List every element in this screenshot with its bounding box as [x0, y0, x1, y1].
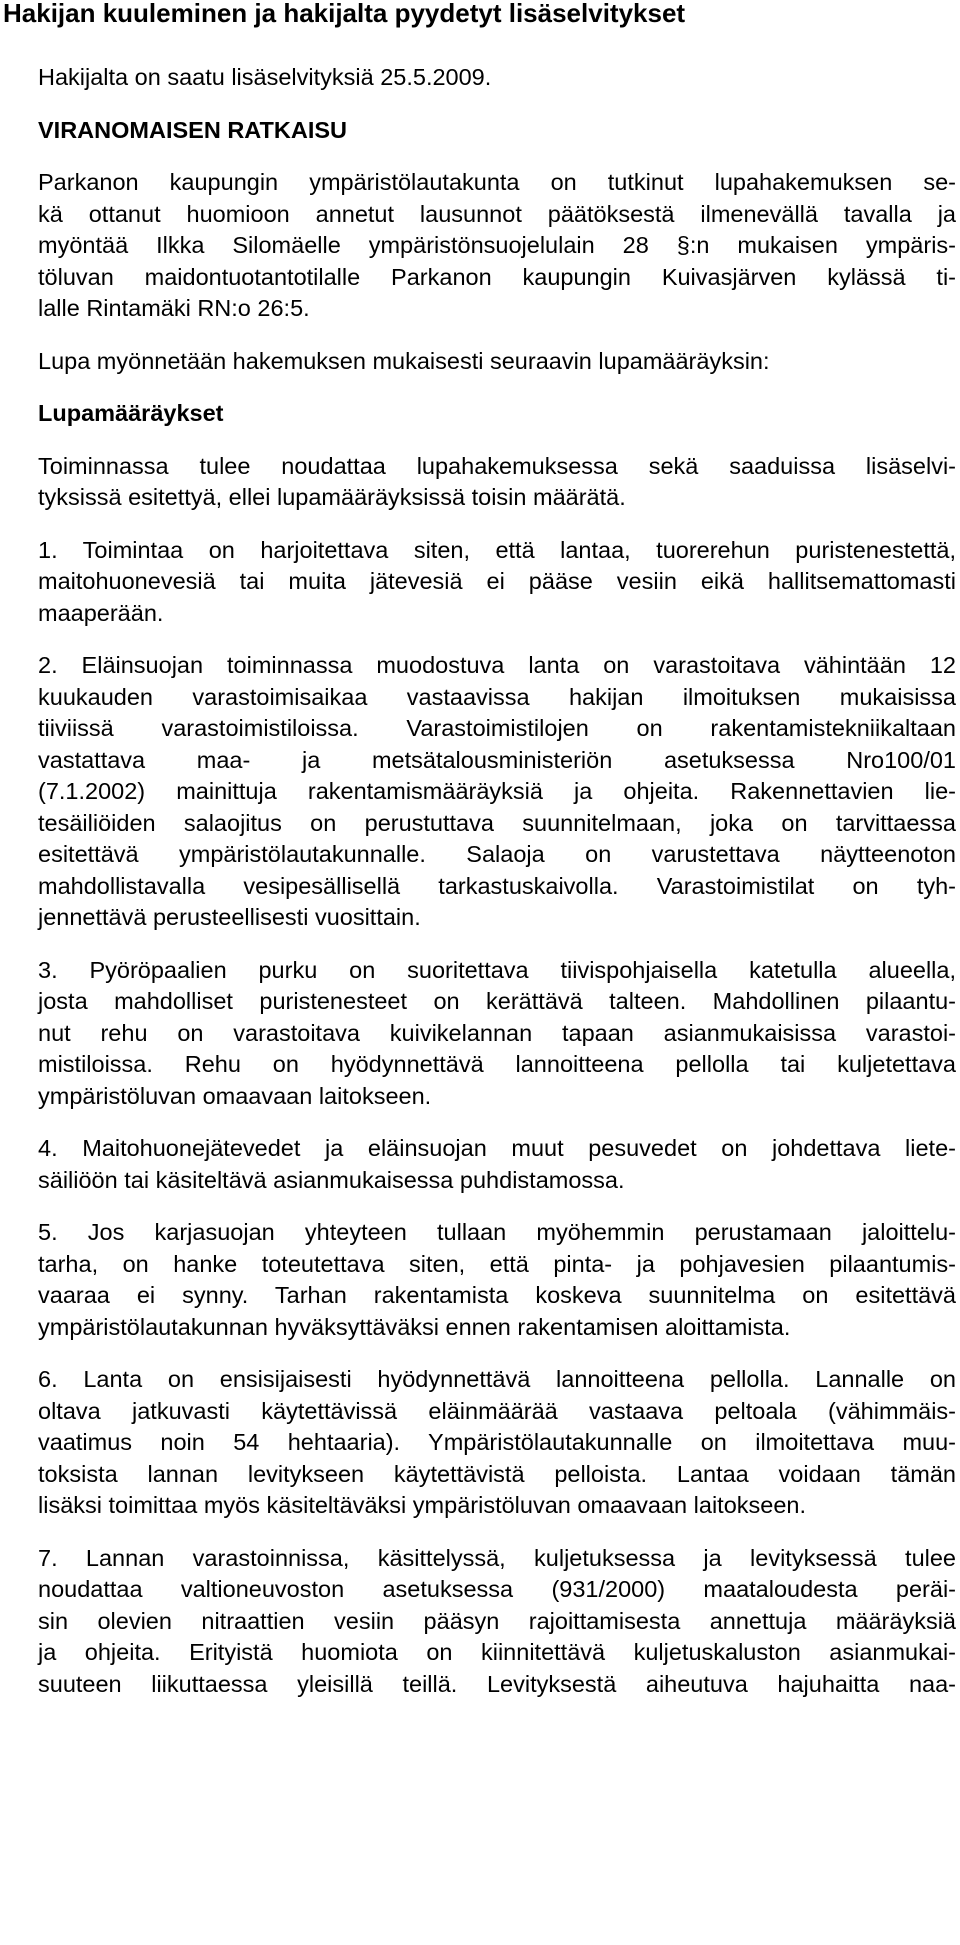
text-line: sin olevien nitraattien vesiin pääsyn rajoittamisesta annettuja määräyksiä — [38, 1607, 956, 1634]
condition-item-3 — [38, 955, 956, 1113]
conditions-heading — [38, 398, 956, 430]
text-line: noudattaa valtioneuvoston asetuksessa (931/2000) maataloudesta peräi- — [38, 1576, 956, 1602]
text-line: esitettävä ympäristölautakunnalle. Salaoja on varustettava näytteenoton — [38, 841, 956, 867]
general-condition-paragraph — [38, 451, 956, 514]
text-line: (7.1.2002) mainittuja rakentamismääräyksiä ja ohjeita. Rakennettavien lie- — [38, 778, 956, 804]
text-line: Lupa myönnetään hakemuksen mukaisesti seuraavin lupamääräyksin: — [38, 347, 770, 374]
text-line: kä ottanut huomioon annetut lausunnot päätöksestä ilmenevällä tavalla ja — [38, 200, 956, 227]
text-line: maitohuonevesiä tai muita jätevesiä ei pääse vesiin eikä hallitsemattomasti — [38, 568, 956, 594]
decision-heading — [38, 115, 956, 147]
text-line: toksista lannan levitykseen käytettävistä pelloista. Lantaa voidaan tämän — [38, 1460, 956, 1487]
text-line: tesäiliöiden salaojitus on perustuttava suunnitelmaan, joka on tarvittaessa — [38, 809, 956, 836]
text-line: Parkanon kaupungin ympäristölautakunta on tutkinut lupahakemuksen se- — [38, 169, 956, 195]
text-line: jennettävä perusteellisesti vuosittain. — [38, 904, 421, 930]
text-line: suuteen liikuttaessa yleisillä teillä. Levityksestä aiheutuva hajuhaitta naa- — [38, 1670, 956, 1697]
condition-item-1 — [38, 535, 956, 630]
text-line: töluvan maidontuotantotilalle Parkanon kaupungin Kuivasjärven kylässä ti- — [38, 263, 956, 290]
text-line: 5. Jos karjasuojan yhteyteen tullaan myöhemmin perustamaan jaloittelu- — [38, 1219, 956, 1245]
section-heading: Hakijan kuuleminen ja hakijalta pyydetyt lisäselvitykset — [3, 0, 686, 28]
condition-item-6 — [38, 1364, 956, 1522]
text-line: ympäristölautakunnan hyväksyttäväksi ennen rakentamisen aloittamista. — [38, 1313, 791, 1340]
text-line: säiliöön tai käsiteltävä asianmukaisessa puhdistamossa. — [38, 1166, 625, 1193]
text-line: tiiviissä varastoimistiloissa. Varastoimistilojen on rakentamistekniikaltaan — [38, 715, 956, 741]
received-paragraph — [38, 62, 956, 94]
text-line: 6. Lanta on ensisijaisesti hyödynnettävä lannoitteena pellolla. Lannalle on — [38, 1366, 956, 1392]
text-line: vaaraa ei synny. Tarhan rakentamista koskeva suunnitelma on esitettävä — [38, 1282, 956, 1308]
condition-item-4 — [38, 1133, 956, 1196]
text-line: Hakijalta on saatu lisäselvityksiä 25.5.2009. — [38, 64, 492, 90]
decision-paragraph — [38, 167, 956, 325]
text-line: vaatimus noin 54 hehtaaria). Ympäristölautakunnalle on ilmoitettava muu- — [38, 1429, 956, 1455]
text-line: VIRANOMAISEN RATKAISU — [38, 116, 347, 143]
text-line: nut rehu on varastoitava kuivikelannan tapaan asianmukaisissa varastoi- — [38, 1019, 956, 1046]
text-line: 1. Toimintaa on harjoitettava siten, että lantaa, tuorerehun puristenestettä, — [38, 536, 956, 563]
grant-paragraph — [38, 346, 956, 378]
condition-item-5 — [38, 1217, 956, 1343]
text-line: 7. Lannan varastoinnissa, käsittelyssä, kuljetuksessa ja levityksessä tulee — [38, 1544, 956, 1571]
text-line: josta mahdolliset puristenesteet on kerättävä talteen. Mahdollinen pilaantu- — [38, 988, 956, 1014]
text-line: 3. Pyöröpaalien purku on suoritettava tiivispohjaisella katetulla alueella, — [38, 956, 956, 983]
text-line: lalle Rintamäki RN:o 26:5. — [38, 295, 310, 321]
text-line: tarha, on hanke toteutettava siten, että pinta- ja pohjavesien pilaantumis- — [38, 1250, 956, 1277]
text-line: ympäristöluvan omaavaan laitokseen. — [38, 1082, 432, 1109]
text-line: myöntää Ilkka Silomäelle ympäristönsuojelulain 28 §:n mukaisen ympäris- — [38, 232, 956, 258]
text-line: ja ohjeita. Erityistä huomiota on kiinnitettävä kuljetuskaluston asianmukai- — [38, 1639, 956, 1665]
text-line: oltava jatkuvasti käytettävissä eläinmäärää vastaava peltoala (vähimmäis- — [38, 1397, 956, 1424]
text-line: Toiminnassa tulee noudattaa lupahakemuksessa sekä saaduissa lisäselvi- — [38, 452, 956, 479]
document-body — [38, 62, 956, 1721]
text-line: maaperään. — [38, 599, 164, 626]
text-line: mistiloissa. Rehu on hyödynnettävä lannoitteena pellolla tai kuljetettava — [38, 1051, 956, 1077]
condition-item-7 — [38, 1543, 956, 1701]
text-line: mahdollistavalla vesipesällisellä tarkastuskaivolla. Varastoimistilat on tyh- — [38, 872, 956, 899]
text-line: vastattava maa- ja metsätalousministeriön asetuksessa Nro100/01 — [38, 746, 956, 773]
text-line: kuukauden varastoimisaikaa vastaavissa hakijan ilmoituksen mukaisissa — [38, 683, 956, 710]
text-line: 4. Maitohuonejätevedet ja eläinsuojan muut pesuvedet on johdettava liete- — [38, 1135, 956, 1161]
text-line: tyksissä esitettyä, ellei lupamääräyksissä toisin määrätä. — [38, 484, 626, 510]
text-line: lisäksi toimittaa myös käsiteltäväksi ympäristöluvan omaavaan laitokseen. — [38, 1492, 806, 1518]
text-line: 2. Eläinsuojan toiminnassa muodostuva lanta on varastoitava vähintään 12 — [38, 652, 956, 678]
condition-item-2 — [38, 650, 956, 934]
text-line: Lupamääräykset — [38, 400, 224, 426]
